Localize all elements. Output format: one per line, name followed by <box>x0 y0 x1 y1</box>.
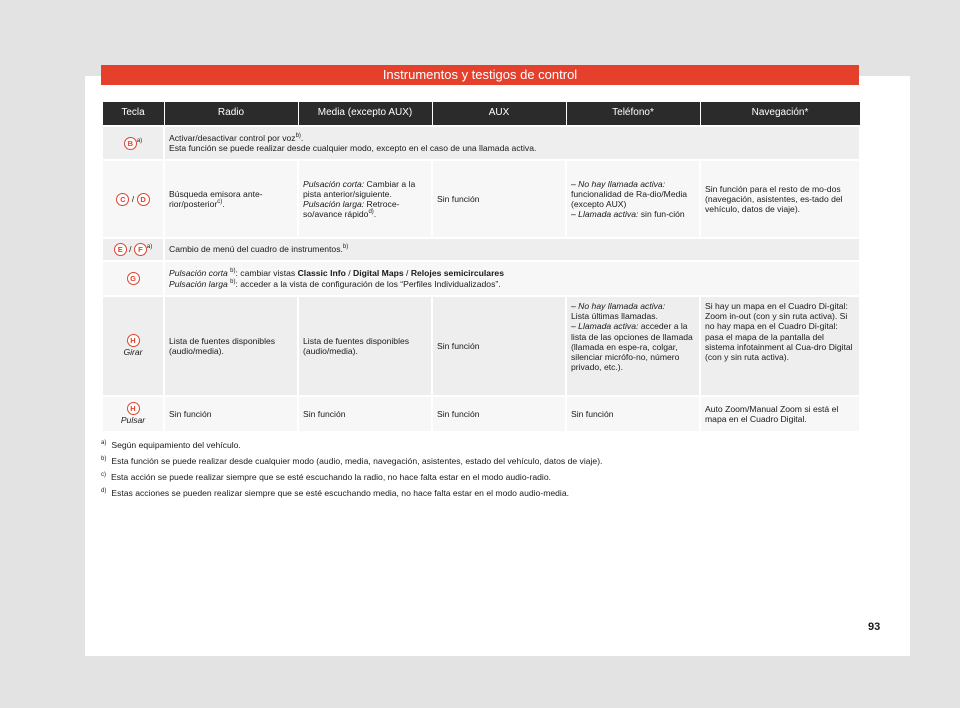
aux-cell: Sin función <box>432 160 566 238</box>
footnote-mark: b) <box>295 132 301 139</box>
media-short-press-label: Pulsación corta: <box>303 178 365 189</box>
table-row <box>102 296 860 396</box>
key-cell <box>102 261 164 296</box>
footnotes <box>101 439 861 503</box>
footnote-text: Estas acciones se pueden realizar siempre que se esté escuchando media, no hace falta estar en el modo audio-media. <box>111 488 569 498</box>
short-press-text: : cambiar vistas <box>235 268 298 279</box>
media-cell: Lista de fuentes disponibles (audio/media). <box>298 296 432 396</box>
key-d-icon: D <box>137 193 150 206</box>
table-row <box>102 160 860 238</box>
punctuation: . <box>222 199 225 209</box>
section-title: Instrumentos y testigos de control <box>101 65 859 85</box>
view-digital-maps: Digital Maps <box>353 268 404 279</box>
footnote-mark: d) <box>368 209 374 216</box>
footnote-mark: a) <box>101 440 107 447</box>
long-press-text: : acceder a la vista de configuración de los “Perfiles Individualizados”. <box>235 278 501 289</box>
media-cell <box>298 160 432 238</box>
footnote-mark: b) <box>230 268 236 275</box>
radio-cell <box>164 160 298 238</box>
key-cell <box>102 126 164 160</box>
table-row <box>102 126 860 160</box>
key-h-icon: H <box>127 402 140 415</box>
description-cell <box>164 126 860 160</box>
punctuation: . <box>373 209 377 220</box>
key-h-icon: H <box>127 334 140 347</box>
phone-cell <box>566 296 700 396</box>
description-cell <box>164 238 860 261</box>
column-header: Media (excepto AUX) <box>298 102 432 127</box>
aux-cell: Sin función <box>432 296 566 396</box>
key-action-label: Pulsar <box>120 415 146 426</box>
footnote-mark: d) <box>101 488 107 495</box>
separator: / <box>131 193 135 204</box>
description-cell <box>164 261 860 296</box>
no-call-label: – No hay llamada activa: <box>571 301 666 311</box>
view-semicircular-clocks: Relojes semicirculares <box>410 268 504 279</box>
no-call-text: funcionalidad de Ra-dio/Media (excepto AUX) <box>571 188 688 209</box>
separator: / <box>403 268 411 279</box>
footnote-mark: b) <box>230 278 236 285</box>
active-call-label: – Llamada activa: <box>571 321 639 332</box>
voice-control-text: Activar/desactivar control por voz <box>169 132 296 143</box>
footnote-mark: a) <box>136 137 143 144</box>
table-row <box>102 261 860 296</box>
footnote-text: Esta acción se puede realizar siempre que se esté escuchando la radio, no hace falta estar en el modo audio-radio. <box>111 472 551 482</box>
key-cell <box>102 238 164 261</box>
footnote <box>101 455 861 467</box>
aux-cell: Sin función <box>432 396 566 432</box>
no-call-label: – No hay llamada activa: <box>571 178 666 189</box>
navigation-cell: Si hay un mapa en el Cuadro Di-gital: Zoom in-out (con y sin ruta activa). Si no hay mapa en el Cuadro Di-gital: pasa el mapa de la pantalla del sistema infotainment al Cua-dro Digital (con y sin ruta activa). <box>700 296 860 396</box>
radio-text: Búsqueda emisora ante-rior/posterior <box>169 188 263 209</box>
key-c-icon: C <box>116 193 129 206</box>
media-long-press-text: Retroce-so/avance rápido <box>303 199 400 220</box>
separator: / <box>129 243 132 254</box>
key-cell <box>102 160 164 238</box>
media-long-press-label: Pulsación larga: <box>303 199 365 209</box>
navigation-cell: Sin función para el resto de mo-dos (navegación, asistentes, es-tado del vehículo, datos de viaje). <box>700 160 860 238</box>
active-call-text: acceder a la lista de las opciones de llamada (llamada en espe-ra, colgar, silenciar micrófo-no, número privado, etc.). <box>571 321 693 373</box>
footnote-mark: a) <box>146 243 153 250</box>
voice-control-note: Esta función se puede realizar desde cualquier modo, excepto en el caso de una llamada activa. <box>169 143 537 153</box>
column-header: AUX <box>432 102 566 127</box>
key-b-icon: B <box>124 137 137 150</box>
footnote <box>101 439 861 451</box>
footnote <box>101 471 861 483</box>
footnote-text: Esta función se puede realizar desde cualquier modo (audio, media, navegación, asistentes, estado del vehículo, datos de viaje). <box>111 456 603 466</box>
footnote-mark: b) <box>342 244 349 251</box>
key-cell <box>102 396 164 432</box>
phone-cell <box>566 160 700 238</box>
table-header-row <box>102 102 860 127</box>
short-press-label: Pulsación corta <box>169 268 228 279</box>
page-number: 93 <box>868 621 881 633</box>
footnote-mark: b) <box>101 456 107 463</box>
media-cell: Sin función <box>298 396 432 432</box>
column-header: Radio <box>164 102 298 127</box>
punctuation: . <box>300 132 304 143</box>
key-f-icon: F <box>134 243 147 256</box>
active-call-text: sin fun-ción <box>638 209 685 220</box>
column-header: Tecla <box>102 102 164 127</box>
phone-cell: Sin función <box>566 396 700 432</box>
key-e-icon: E <box>114 243 127 256</box>
radio-cell: Sin función <box>164 396 298 432</box>
table-row <box>102 396 860 432</box>
key-cell <box>102 296 164 396</box>
footnote <box>101 487 861 499</box>
long-press-label: Pulsación larga <box>169 278 228 289</box>
footnote-text: Según equipamiento del vehículo. <box>111 440 241 450</box>
column-header: Navegación* <box>700 102 860 127</box>
view-classic-info: Classic Info <box>297 268 346 279</box>
table-row <box>102 238 860 261</box>
column-header: Teléfono* <box>566 102 700 127</box>
key-g-icon: G <box>127 272 140 285</box>
radio-cell: Lista de fuentes disponibles (audio/media). <box>164 296 298 396</box>
footnote-mark: c) <box>101 472 106 479</box>
key-action-label: Girar <box>123 347 143 358</box>
separator: / <box>345 268 354 279</box>
controls-table <box>101 101 861 433</box>
menu-change-text: Cambio de menú del cuadro de instrumentos. <box>169 244 343 255</box>
active-call-label: – Llamada activa: <box>571 209 639 220</box>
no-call-text: Lista últimas llamadas. <box>571 311 658 322</box>
footnote-mark: c) <box>217 199 223 206</box>
media-short-press-text: Cambiar a la pista anterior/siguiente. <box>303 178 416 199</box>
navigation-cell: Auto Zoom/Manual Zoom si está el mapa en el Cuadro Digital. <box>700 396 860 432</box>
